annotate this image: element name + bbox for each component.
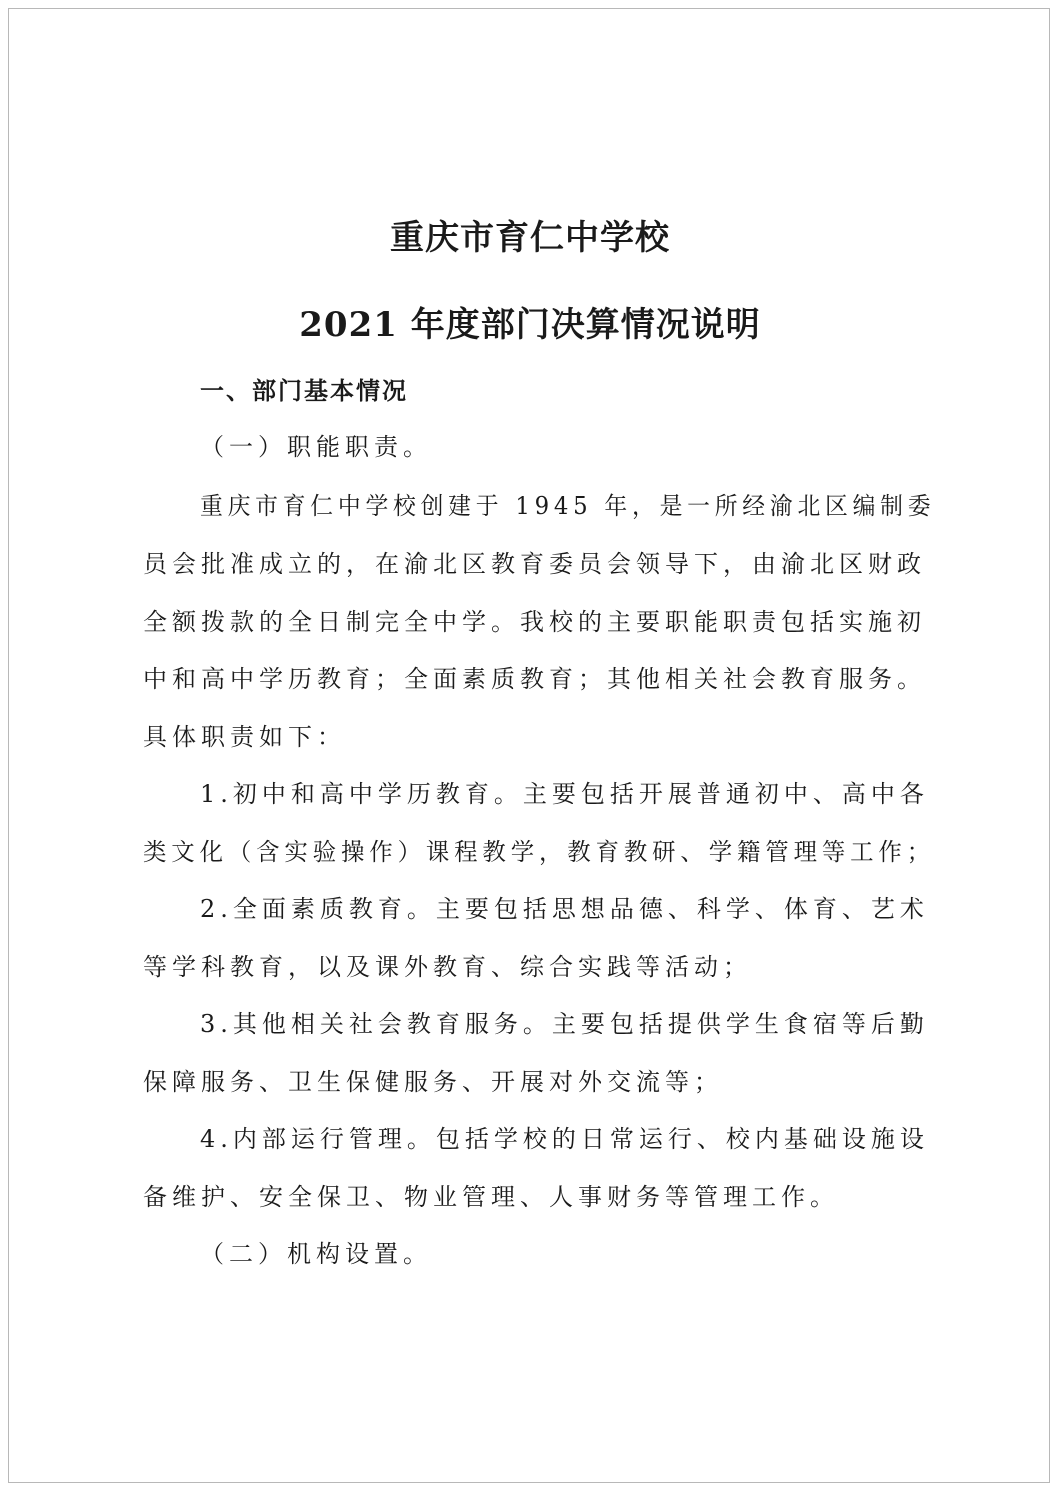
paragraph-line: 重庆市育仁中学校创建于 1945 年，是一所经渝北区编制委	[200, 492, 936, 520]
document-title: 重庆市育仁中学校	[390, 218, 670, 258]
paragraph-line: 全额拨款的全日制完全中学。我校的主要职能职责包括实施初	[143, 608, 926, 636]
subsection-heading-functions: （一）职能职责。	[200, 433, 432, 461]
document-subtitle: 2021 年度部门决算情况说明	[299, 305, 761, 345]
paragraph-line: 具体职责如下：	[143, 723, 346, 751]
list-item-line: 2.全面素质教育。主要包括思想品德、科学、体育、艺术	[200, 895, 929, 923]
list-item-line: 3.其他相关社会教育服务。主要包括提供学生食宿等后勤	[200, 1010, 929, 1038]
list-item-line: 类文化（含实验操作）课程教学，教育教研、学籍管理等工作；	[143, 838, 935, 866]
paragraph-line: 中和高中学历教育；全面素质教育；其他相关社会教育服务。	[143, 665, 926, 693]
subsection-heading-organization: （二）机构设置。	[200, 1240, 432, 1268]
list-item-line: 保障服务、卫生保健服务、开展对外交流等；	[143, 1068, 723, 1096]
list-item-line: 备维护、安全保卫、物业管理、人事财务等管理工作。	[143, 1183, 839, 1211]
paragraph-line: 员会批准成立的，在渝北区教育委员会领导下，由渝北区财政	[143, 550, 926, 578]
list-item-line: 等学科教育，以及课外教育、综合实践等活动；	[143, 953, 752, 981]
list-item-line: 4.内部运行管理。包括学校的日常运行、校内基础设施设	[200, 1125, 929, 1153]
list-item-line: 1.初中和高中学历教育。主要包括开展普通初中、高中各	[200, 780, 929, 808]
section-heading-basic-info: 一、部门基本情况	[200, 376, 408, 405]
